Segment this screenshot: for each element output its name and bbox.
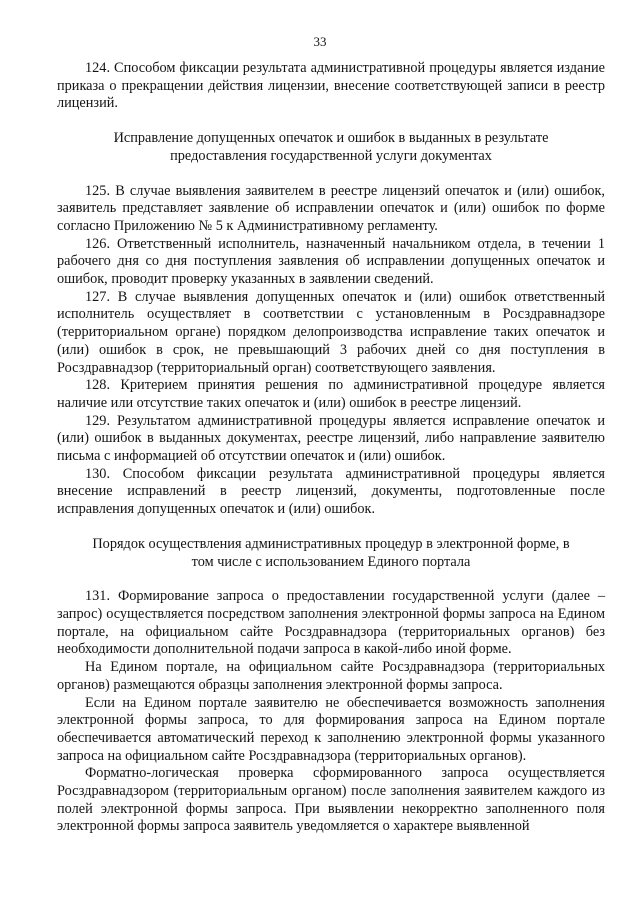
spacer	[57, 166, 605, 183]
paragraph-131-redirect: Если на Едином портале заявителю не обеспечивается возможность заполнения электронной формы запроса, то для формирования запроса на Едином портале обеспечивается автоматический переход к заполнению электронной формы указанного запроса на официальном сайте Росздравнадзора (территориальных органов).	[57, 694, 605, 764]
paragraph-131: 131. Формирование запроса о предоставлении государственной услуги (далее – запрос) осуществляется посредством заполнения электронной формы запроса на Едином портале, на официальном сайте Росздравнадзора (территориальных органов) без необходимости дополнительной подачи запроса в какой-либо иной форме.	[57, 588, 605, 658]
paragraph-131-samples: На Едином портале, на официальном сайте Росздравнадзора (территориальных органов) размещаются образцы заполнения электронной формы запроса.	[57, 659, 605, 693]
section-heading-electronic-form: Порядок осуществления административных процедур в электронной форме, в том числе с использованием Единого портала	[92, 535, 570, 570]
paragraph-129: 129. Результатом административной процедуры является исправление опечаток и (или) ошибок в выданных документах, реестре лицензий, либо направление заявителю письма с информацией об отсутствии опечаток и (или) ошибок.	[57, 412, 605, 465]
paragraph-124: 124. Способом фиксации результата административной процедуры является издание приказа о прекращении действия лицензии, внесение соответствующей записи в реестр лицензий.	[57, 60, 605, 112]
paragraph-126: 126. Ответственный исполнитель, назначенный начальником отдела, в течении 1 рабочего дня со дня поступления заявления об исправлении допущенных опечаток и ошибок, проводит проверку указанных в заявлении сведений.	[57, 235, 605, 288]
document-body	[57, 60, 605, 836]
page-number: 33	[313, 34, 327, 49]
spacer	[57, 519, 605, 536]
spacer	[57, 571, 605, 588]
paragraph-130: 130. Способом фиксации результата административной процедуры является внесение исправлений в реестр лицензий, документы, подготовленные после исправления допущенных опечаток и (или) ошибок.	[57, 465, 605, 518]
section-heading-corrections: Исправление допущенных опечаток и ошибок в выданных в результате предоставления государственной услуги документах	[113, 130, 549, 164]
paragraph-125: 125. В случае выявления заявителем в реестре лицензий опечаток и (или) ошибок, заявитель представляет заявление об исправлении опечаток и (или) ошибок по форме согласно Приложению № 5 к Административному регламенту.	[57, 182, 605, 234]
paragraph-127: 127. В случае выявления допущенных опечаток и (или) ошибок ответственный исполнитель осуществляет в соответствии с установленным в Росздравнадзоре (территориальном органе) порядком делопроизводства исправление таких опечаток и (или) ошибок в срок, не превышающий 3 рабочих дней со дня поступления в Росздравнадзор (территориальный орган) соответствующего заявления.	[57, 288, 605, 376]
spacer	[57, 113, 605, 130]
paragraph-131-validation: Форматно-логическая проверка сформированного запроса осуществляется Росздравнадзором (территориальным органом) после заполнения заявителем каждого из полей электронной формы запроса. При выявлении некорректно заполненного поля электронной формы запроса заявитель уведомляется о характере выявленной	[57, 765, 605, 835]
paragraph-128: 128. Критерием принятия решения по административной процедуре является наличие или отсутствие таких опечаток и (или) ошибок в реестре лицензий.	[57, 377, 605, 411]
